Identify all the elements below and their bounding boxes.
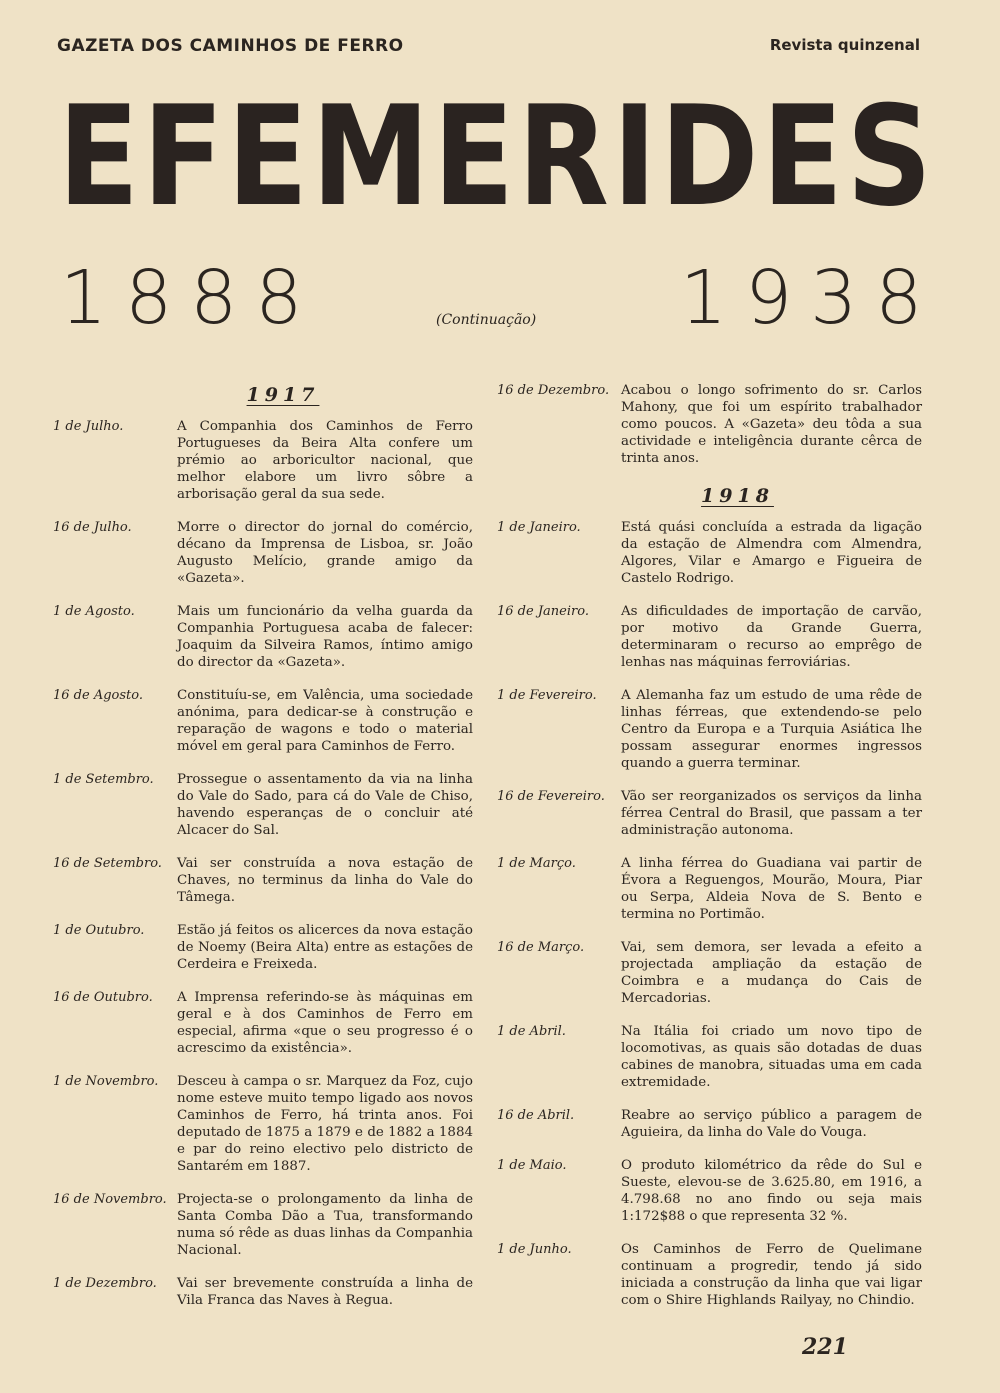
entry-date: 16 de Janeiro. [497, 604, 589, 619]
entry [497, 687, 922, 772]
entry-text: A Companhia dos Caminhos de Ferro Portugueses da Beira Alta confere um prémio ao arboricultor nacional, que melhor elabore um livro sôbre a arborisação geral da sua sede. [177, 419, 473, 502]
entry-date: 1 de Fevereiro. [497, 688, 597, 703]
publication-frequency: Revista quinzenal [769, 36, 920, 54]
entry-date: 16 de Novembro. [53, 1192, 167, 1207]
entry [53, 1073, 473, 1175]
entry-text: Na Itália foi criado um novo tipo de locomotivas, as quais são dotadas de duas cabines de manobra, situadas uma em cada extremidade. [621, 1024, 922, 1090]
entry-date: 1 de Agosto. [53, 604, 135, 619]
page-title: EFEMERIDES [58, 76, 936, 237]
year-heading-1918: 1918 [701, 485, 774, 507]
entry-text: Constituíu-se, em Valência, uma sociedade anónima, para dedicar-se à construção e reparação de wagons e todo o material móvel em geral para Caminhos de Ferro. [177, 688, 473, 754]
entry [497, 1241, 922, 1309]
entry [53, 519, 473, 587]
entry-text: A Imprensa referindo-se às máquinas em geral e à dos Caminhos de Ferro em especial, afirma «que o seu progresso é o acrescimo da existência». [177, 990, 473, 1056]
entry-text: Vão ser reorganizados os serviços da linha férrea Central do Brasil, que passam a ter administração autonoma. [621, 789, 922, 838]
entry-date: 1 de Julho. [53, 419, 124, 434]
entry-text: Está quási concluída a estrada da ligação da estação de Almendra com Almendra, Algores, Vilar e Amargo e Figueira de Castelo Rodrigo. [621, 520, 922, 586]
year-heading-1917: 1917 [246, 384, 320, 406]
entry-date: 16 de Dezembro. [497, 383, 610, 398]
entry [497, 519, 922, 587]
entry [497, 603, 922, 671]
entry [497, 939, 922, 1007]
entry [53, 855, 473, 906]
left-column [53, 380, 473, 1325]
entry [53, 418, 473, 503]
entry-text: Estão já feitos os alicerces da nova estação de Noemy (Beira Alta) entre as estações de Cerdeira e Freixeda. [177, 923, 473, 972]
entry-date: 16 de Outubro. [53, 990, 153, 1005]
entry-date: 1 de Novembro. [53, 1074, 159, 1089]
entry-date: 16 de Setembro. [53, 856, 162, 871]
entry-text: Reabre ao serviço público a paragem de Aguieira, da linha do Vale do Vouga. [621, 1108, 922, 1140]
entry [497, 1023, 922, 1091]
entry-date: 1 de Março. [497, 856, 576, 871]
entry-text: Vai ser brevemente construída a linha de Vila Franca das Naves à Regua. [177, 1276, 473, 1308]
entry-text: Vai, sem demora, ser levada a efeito a projectada ampliação da estação de Coimbra e a mudança do Cais de Mercadorias. [621, 940, 922, 1006]
entry [497, 382, 922, 467]
entry-date: 1 de Setembro. [53, 772, 154, 787]
entry-text: Projecta-se o prolongamento da linha de Santa Comba Dão a Tua, transformando numa só rêde as duas linhas da Companhia Nacional. [177, 1192, 473, 1258]
entry-date: 16 de Julho. [53, 520, 132, 535]
entry-date: 1 de Abril. [497, 1024, 566, 1039]
entry [53, 1275, 473, 1309]
entry-text: A Alemanha faz um estudo de uma rêde de linhas férreas, que extendendo-se pelo Centro da Europa e a Turquia Asiática lhe possam assegurar enormes ingressos quando a guerra terminar. [621, 688, 922, 771]
right-entry-list [497, 519, 922, 1309]
year-range-start: 1888 [60, 255, 321, 341]
entry-text: O produto kilométrico da rêde do Sul e Sueste, elevou-se de 3.625.80, em 1916, a 4.798.68 no ano findo ou seja mais 1:172$88 o que representa 32 %. [621, 1158, 922, 1224]
entry [497, 788, 922, 839]
publication-title: GAZETA DOS CAMINHOS DE FERRO [57, 36, 404, 56]
entry [53, 1191, 473, 1259]
entry-text: Os Caminhos de Ferro de Quelimane continuam a progredir, tendo já sido iniciada a construção da linha que vai ligar com o Shire Highlands Railyay, no Chindio. [621, 1242, 922, 1308]
entry [53, 922, 473, 973]
entry-text: Desceu à campa o sr. Marquez da Foz, cujo nome esteve muito tempo ligado aos novos Caminhos de Ferro, há trinta anos. Foi deputado de 1875 a 1879 e de 1882 a 1884 e par do reino electivo pelo districto de Santarém em 1887. [177, 1074, 473, 1174]
entry-text: As dificuldades de importação de carvão, por motivo da Grande Guerra, determinaram o recurso ao emprêgo de lenhas nas máquinas ferroviárias. [621, 604, 922, 670]
entry-text: Acabou o longo sofrimento do sr. Carlos Mahony, que foi um espírito trabalhador como poucos. A «Gazeta» deu tôda a sua actividade e inteligência durante cêrca de trinta anos. [621, 383, 922, 466]
entry [497, 1157, 922, 1225]
entry-text: Morre o director do jornal do comércio, décano da Imprensa de Lisboa, sr. João Augusto Melício, grande amigo da «Gazeta». [177, 520, 473, 586]
year-range-end: 1938 [680, 255, 941, 341]
entry-date: 16 de Fevereiro. [497, 789, 605, 804]
entry-date: 1 de Dezembro. [53, 1276, 157, 1291]
entry-date: 16 de Agosto. [53, 688, 143, 703]
entry-text: A linha férrea do Guadiana vai partir de Évora a Reguengos, Mourão, Moura, Piar ou Serpa, Aldeia Nova de S. Bento e termina no Portimão. [621, 856, 922, 922]
entry [53, 603, 473, 671]
entry-date: 1 de Maio. [497, 1158, 567, 1173]
entry [53, 771, 473, 839]
entry [497, 1107, 922, 1141]
entry-text: Vai ser construída a nova estação de Chaves, no terminus da linha do Vale do Tâmega. [177, 856, 473, 905]
entry-date: 16 de Abril. [497, 1108, 575, 1123]
entry-text: Prossegue o assentamento da via na linha do Vale do Sado, para cá do Vale de Chiso, havendo esperanças de o concluir até Alcacer do Sal. [177, 772, 473, 838]
entry-date: 1 de Janeiro. [497, 520, 581, 535]
entry [497, 855, 922, 923]
continuation-note: (Continuação) [436, 312, 537, 328]
entry-date: 1 de Junho. [497, 1242, 572, 1257]
entry-date: 16 de Março. [497, 940, 585, 955]
entry [53, 989, 473, 1057]
left-entry-list [53, 418, 473, 1309]
entry-text: Mais um funcionário da velha guarda da Companhia Portuguesa acaba de falecer: Joaquim da Silveira Ramos, íntimo amigo do director da «Gazeta». [177, 604, 473, 670]
right-column [497, 382, 922, 1325]
page-number: 221 [802, 1334, 848, 1360]
entry-date: 1 de Outubro. [53, 923, 145, 938]
entry [53, 687, 473, 755]
